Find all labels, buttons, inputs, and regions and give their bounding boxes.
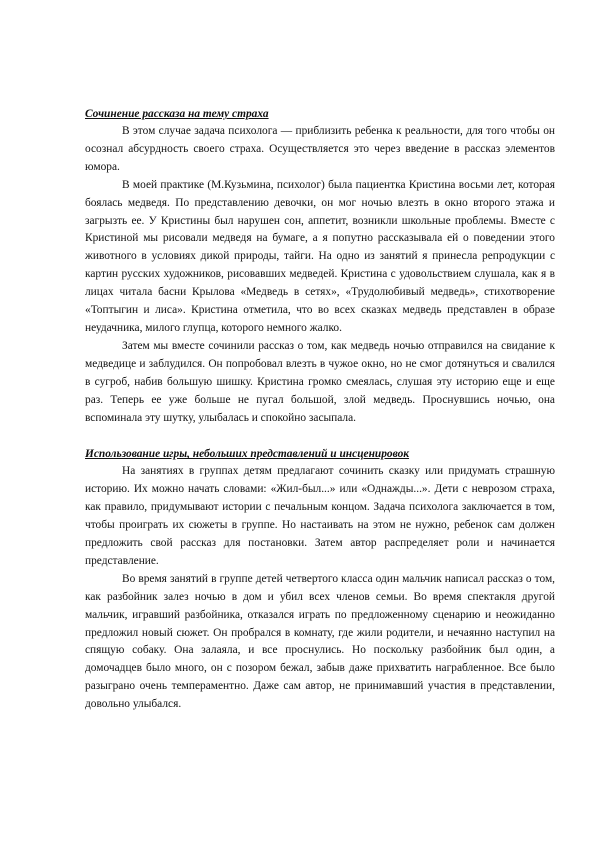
section-spacer — [85, 427, 555, 445]
paragraph: Затем мы вместе сочинили рассказ о том, как медведь ночью отправился на свидание к медведице и заблудился. Он попробовал влезть в чужое окно, но не смог дотянуться и свалился в сугроб, набив большую шишку. Кристина громко смеялась, слушая эту историю еще и еще раз. Теперь ее уже больше не пугал большой, злой медведь. Проснувшись ночью, она вспоминала эту шутку, улыбалась и спокойно засыпала. — [85, 339, 555, 424]
paragraph: На занятиях в группах детям предлагают сочинить сказку или придумать страшную историю. Их можно начать словами: «Жил-был...» или «Однажды...». Дети с неврозом страха, как правило, придумывают истории с печальным концом. Задача психолога заключается в том, чтобы проиграть их сюжеты в группе. Но настаивать на этом не нужно, ребенок сам должен предложить свой рассказ для постановки. Затем автор распределяет роли и начинается представление. — [85, 465, 555, 567]
paragraph: Во время занятий в группе детей четвертого класса один мальчик написал рассказ о том, как разбойник залез ночью в дом и убил всех членов семьи. Во время спектакля другой мальчик, игравший разбойника, отказался играть по предложенному сценарию и неожиданно предложил новый сюжет. Он пробрался в комнату, где жили родители, и нечаянно наступил на спящую собаку. Она залаяла, и все проснулись. Но поскольку разбойник был один, а домочадцев было много, он с позором бежал, забыв даже прихватить награбленное. Все было разыграно очень темпераментно. Даже сам автор, не принимавший участия в представлении, довольно улыбался. — [85, 572, 555, 711]
section-heading-fear-story: Сочинение рассказа на тему страха — [85, 108, 269, 120]
section-heading-games-performances: Использование игры, небольших представлений и инсценировок — [85, 448, 410, 461]
paragraph: В этом случае задача психолога — приблизить ребенка к реальности, для того чтобы он осознал абсурдность своего страха. Осуществляется это через введение в рассказ элементов юмора. — [85, 125, 555, 173]
document-page — [85, 105, 555, 714]
paragraph: В моей практике (М.Кузьмина, психолог) была пациентка Кристина восьми лет, которая боялась медведя. По представлению девочки, он мог ночью влезть в окно второго этажа и загрызть ее. У Кристины был нарушен сон, аппетит, возникли школьные проблемы. Вместе с Кристиной мы рисовали медведя на бумаге, а я попутно рассказывала ей о поведении этого животного в условиях дикой природы, тайги. На одно из занятий я принесла репродукции с картин русских художников, рисовавших медведей. Кристина с удовольствием слушала, как я в лицах читала басни Крылова «Медведь в сетях», «Трудолюбивый медведь», стихотворение «Топтыгин и лиса». Кристина отметила, что во всех сказках медведь представлен в образе неудачника, милого глупца, которого немного жалко. — [85, 178, 555, 334]
